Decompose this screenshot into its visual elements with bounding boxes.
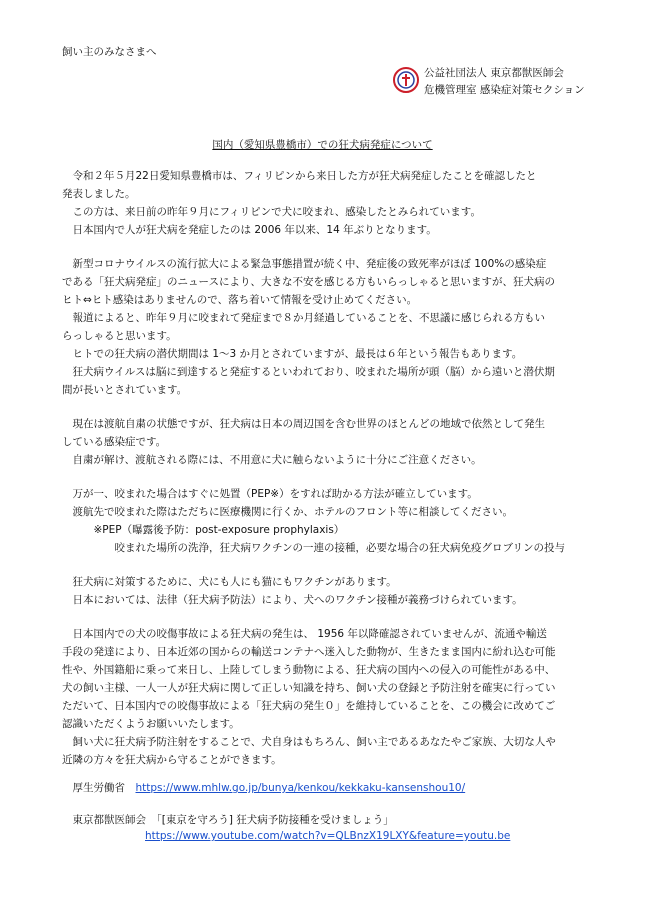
body-line: 認識いただくようお願いいたします。 — [62, 718, 240, 730]
body-line: らっしゃると思います。 — [62, 330, 177, 342]
body-line: 発表しました。 — [62, 188, 136, 200]
body-line: 犬の飼い主様、一人一人が狂犬病に関して正しい知識を持ち、飼い犬の登録と予防注射を確実に行ってい — [62, 682, 556, 694]
body-line: 性や、外国籍船に乗って来日し、上陸してしまう動物による、狂犬病の国内への侵入の可能性がある中、 — [62, 664, 556, 676]
document-title: 国内（愛知県豊橋市）での狂犬病発症について — [212, 139, 433, 151]
body-line: 令和２年５月22日愛知県豊橋市は、フィリピンから来日した方が狂犬病発症したことを確認したと — [62, 170, 537, 182]
body-line: 現在は渡航自粛の状態ですが、狂犬病は日本の周辺国を含む世界のほとんどの地域で依然として発生 — [62, 418, 545, 430]
body-line: 狂犬病ウイルスは脳に到達すると発症するといわれており、咬まれた場所が頭（脳）から遠いと潜伏期 — [62, 366, 555, 378]
mhlw-link[interactable]: https://www.mhlw.go.jp/bunya/kenkou/kekkaku-kansenshou10/ — [135, 782, 466, 794]
mhlw-label: 厚生労働省 — [62, 782, 136, 794]
pep-note: ※PEP（曝露後予防：post-exposure prophylaxis） — [62, 524, 345, 536]
body-line: 飼い犬に狂犬病予防注射をすることで、犬自身はもちろん、飼い主であるあなたやご家族、大切な人や — [62, 736, 556, 748]
youtube-link[interactable]: https://www.youtube.com/watch?v=QLBnzX19LXY&feature=youtu.be — [145, 830, 511, 842]
body-line: 報道によると、昨年９月に咬まれて発症まで８か月経過していることを、不思議に感じられる方もい — [62, 312, 545, 324]
organization-name: 公益社団法人 東京都獣医師会 — [424, 67, 564, 79]
vma-video-label: 東京都獣医師会 「[東京を守ろう] 狂犬病予防接種を受けましょう」 — [62, 814, 394, 826]
body-line: 日本においては、法律（狂犬病予防法）により、犬へのワクチン接種が義務づけられています。 — [62, 594, 523, 606]
body-line: 日本国内での犬の咬傷事故による狂犬病の発生は、 1956 年以降確認されていませんが、流通や輸送 — [62, 628, 547, 640]
body-line: 自粛が解け、渡航される際には、不用意に犬に触らないように十分にご注意ください。 — [62, 454, 482, 466]
body-line: である「狂犬病発症」のニュースにより、大きな不安を感じる方もいらっしゃると思いますが、狂犬病の — [62, 276, 555, 288]
body-line: 日本国内で人が狂犬病を発症したのは 2006 年以来、14 年ぶりとなります。 — [62, 224, 437, 236]
body-line: 渡航先で咬まれた際はただちに医療機関に行くか、ホテルのフロント等に相談してください。 — [62, 506, 513, 518]
body-line: この方は、来日前の昨年９月にフィリピンで犬に咬まれ、感染したとみられています。 — [62, 206, 481, 218]
body-line: している感染症です。 — [62, 436, 167, 448]
veterinary-association-logo-icon — [393, 67, 419, 93]
mhlw-link-row — [62, 780, 465, 795]
body-line: ただいて、日本国内での咬傷事故による「狂犬病の発生０」を維持していることを、この機会に改めてご — [62, 700, 556, 712]
department-name: 危機管理室 感染症対策セクション — [424, 84, 585, 96]
body-line: ヒト⇔ヒト感染はありませんので、落ち着いて情報を受け止めてください。 — [62, 294, 418, 306]
pep-description: 咬まれた場所の洗浄，狂犬病ワクチンの一連の接種，必要な場合の狂犬病免疫グロブリンの投与 — [62, 542, 566, 554]
body-line: 新型コロナウイルスの流行拡大による緊急事態措置が続く中、発症後の致死率がほぼ 100%の感染症 — [62, 258, 547, 270]
body-line: 万が一、咬まれた場合はすぐに処置（PEP※）をすれば助かる方法が確立しています。 — [62, 488, 478, 500]
body-line: ヒトでの狂犬病の潜伏期間は 1～3 か月とされていますが、最長は６年という報告もあります。 — [62, 348, 523, 360]
addressee: 飼い主のみなさまへ — [62, 46, 157, 58]
body-line: 手段の発達により、日本近郊の国からの輸送コンテナへ迷入した動物が、生きたまま国内に紛れ込む可能 — [62, 646, 556, 658]
body-line: 間が長いとされています。 — [62, 384, 188, 396]
body-line: 近隣の方々を狂犬病から守ることができます。 — [62, 754, 282, 766]
body-line: 狂犬病に対策するために、犬にも人にも猫にもワクチンがあります。 — [62, 576, 397, 588]
